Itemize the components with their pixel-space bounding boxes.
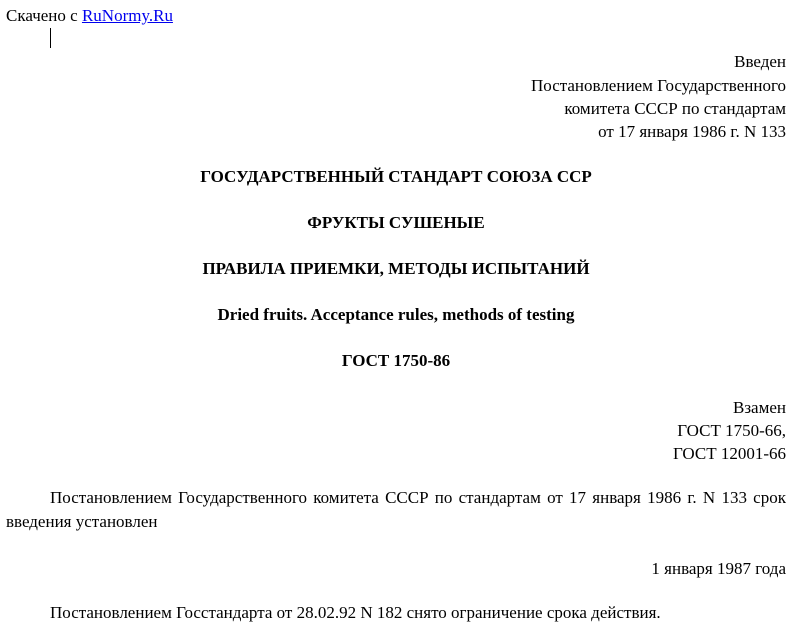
download-source-prefix: Скачено с [6, 6, 78, 25]
standard-type-heading: ГОСУДАРСТВЕННЫЙ СТАНДАРТ СОЮЗА ССР [200, 167, 592, 186]
effective-paragraph: Постановлением Государственного комитета СССР по стандартам от 17 января 1986 г. N 133 срок введения установлен [6, 488, 786, 531]
english-title: Dried fruits. Acceptance rules, methods of testing [217, 305, 575, 324]
limitation-paragraph: Постановлением Госстандарта от 28.02.92 N 182 снято ограничение срока действия. [50, 603, 661, 622]
download-source-line [6, 6, 173, 26]
effective-date: 1 января 1987 года [651, 559, 786, 578]
replaces-label: Взамен [732, 398, 786, 417]
subject-heading: ПРАВИЛА ПРИЕМКИ, МЕТОДЫ ИСПЫТАНИЙ [202, 259, 590, 278]
adoption-line-3: комитета СССР по стандартам [564, 99, 786, 118]
adoption-line-2: Постановлением Государственного [531, 76, 786, 95]
replaces-item-1: ГОСТ 1750-66, [677, 421, 786, 440]
product-heading: ФРУКТЫ СУШЕНЫЕ [307, 213, 485, 232]
source-link[interactable]: RuNormy.Ru [81, 6, 173, 25]
standard-designation: ГОСТ 1750-86 [341, 351, 451, 370]
replaces-item-2: ГОСТ 12001-66 [672, 444, 786, 463]
text-cursor [50, 28, 51, 48]
adoption-line-1: Введен [734, 52, 786, 71]
adoption-line-4: от 17 января 1986 г. N 133 [598, 122, 786, 141]
